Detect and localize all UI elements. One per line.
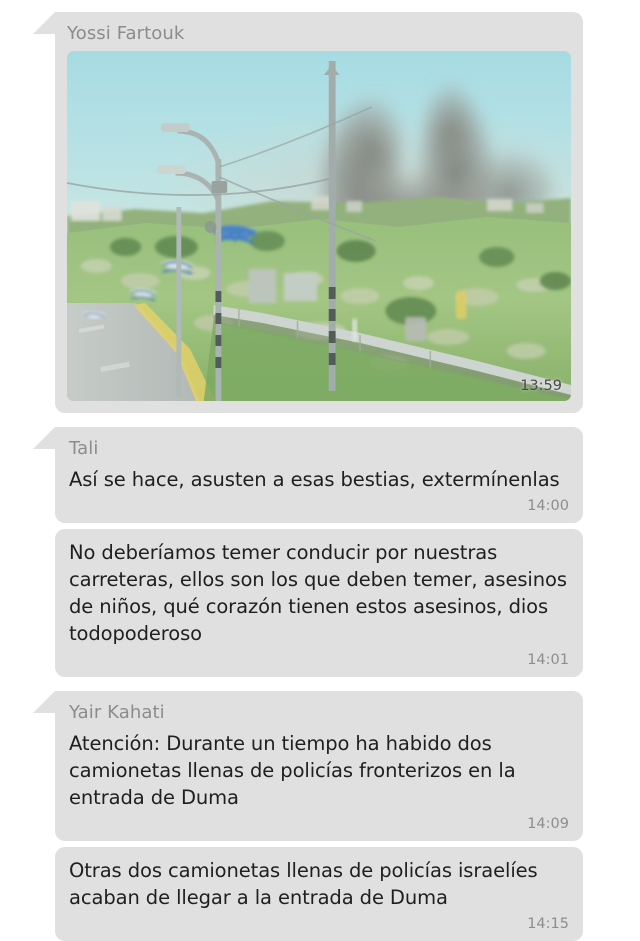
message-group-tali [0,427,640,677]
message-bubble[interactable] [55,847,583,941]
message-photo[interactable] [67,51,571,401]
message-text: Otras dos camionetas llenas de policías israelíes acaban de llegar a la entrada de Duma [69,859,538,909]
message-timestamp: 14:15 [527,916,569,932]
message-bubble-photo[interactable] [55,12,583,413]
message-timestamp: 14:09 [527,816,569,832]
message-text: No deberíamos temer conducir por nuestras carreteras, ellos son los que deben temer, asesinos de niños, qué corazón tienen estos asesinos, dios todopoderoso [69,541,567,645]
message-group-yossi-fartouk [0,12,640,413]
message-bubble[interactable] [55,427,583,523]
message-bubble[interactable] [55,529,583,677]
sender-name: Tali [69,438,99,459]
sender-name: Yair Kahati [69,702,165,723]
top-spacer [0,0,640,12]
message-text: Atención: Durante un tiempo ha habido dos camionetas llenas de policías fronterizos en la entrada de Duma [69,732,516,809]
message-timestamp: 14:01 [527,652,569,668]
group-spacer [0,677,640,691]
photo-image [67,51,571,401]
group-spacer [0,413,640,427]
message-bubble[interactable] [55,691,583,841]
sender-name: Yossi Fartouk [67,23,185,44]
message-text: Así se hace, asusten a esas bestias, extermínenlas [69,468,560,491]
message-group-yair-kahati [0,691,640,941]
photo-timestamp: 13:59 [520,378,562,394]
message-timestamp: 14:00 [527,498,569,514]
